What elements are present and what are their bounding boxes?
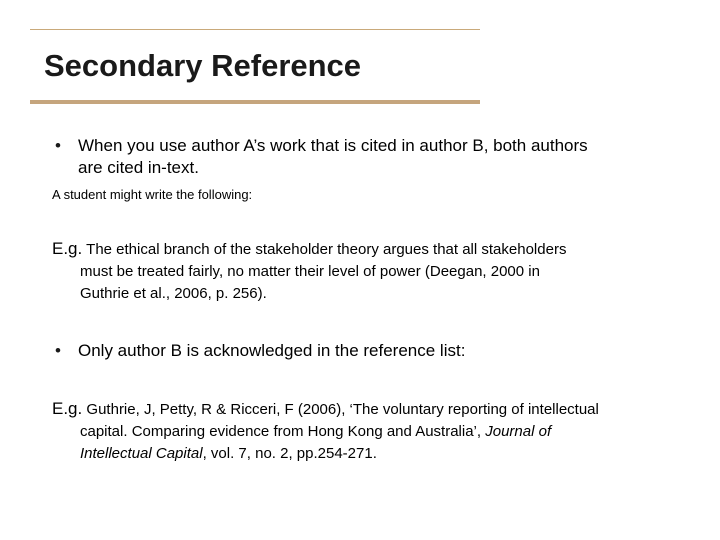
student-intro: A student might write the following: <box>52 187 253 202</box>
reference-line <box>52 421 702 443</box>
journal-title: Journal of <box>485 423 552 440</box>
reference-line <box>52 398 702 421</box>
example-block <box>52 238 702 305</box>
example-label: E.g. <box>52 399 83 418</box>
example-line: Guthrie et al., 2006, p. 256). <box>80 285 267 302</box>
bullet-text <box>78 135 678 179</box>
title-underline <box>30 100 480 104</box>
top-divider <box>30 29 480 30</box>
reference-text: , vol. 7, no. 2, pp.254-271. <box>202 445 377 462</box>
bullet-item <box>0 135 720 181</box>
bullet-marker: • <box>55 136 61 155</box>
bullet-line: When you use author A’s work that is cited in author B, both authors <box>78 136 588 155</box>
bullet-marker: • <box>55 341 61 360</box>
example-line: must be treated fairly, no matter their level of power (Deegan, 2000 in <box>80 263 540 280</box>
example-line <box>52 238 702 261</box>
bullet-text: Only author B is acknowledged in the reference list: <box>78 341 466 360</box>
slide-title: Secondary Reference <box>44 48 362 83</box>
reference-text: Guthrie, J, Petty, R & Ricceri, F (2006), ‘The voluntary reporting of intellectual <box>86 401 599 418</box>
bullet-item <box>0 340 720 364</box>
reference-line <box>52 443 702 465</box>
reference-text: capital. Comparing evidence from Hong Kong and Australia’, <box>80 423 486 440</box>
example-label: E.g. <box>52 239 83 258</box>
example-text: The ethical branch of the stakeholder theory argues that all stakeholders <box>86 241 567 258</box>
reference-block <box>52 398 702 465</box>
journal-title: Intellectual Capital <box>80 445 203 462</box>
bullet-line: are cited in-text. <box>78 158 199 177</box>
